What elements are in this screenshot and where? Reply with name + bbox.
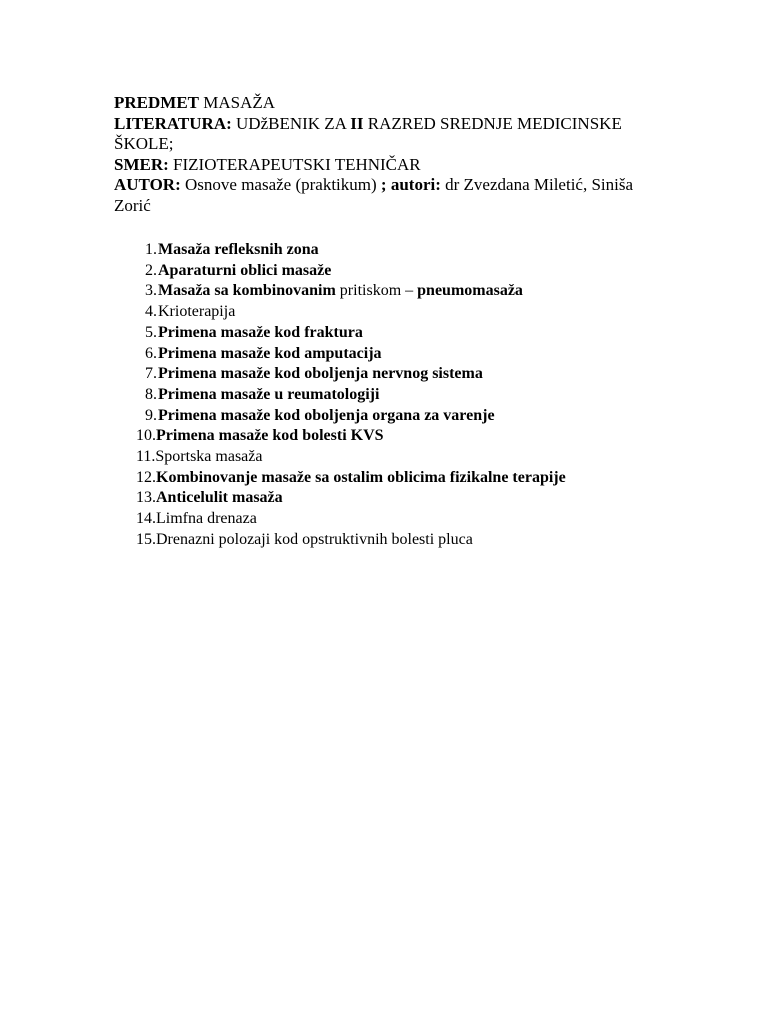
list-item-text [156, 488, 283, 509]
list-item-text [158, 323, 363, 344]
list-item [114, 509, 714, 530]
list-item [114, 364, 714, 385]
list-item-text [158, 281, 523, 302]
direction-label: SMER: [114, 154, 169, 174]
list-item [114, 240, 714, 261]
list-item-text-main: Aparaturni oblici masaže [158, 261, 332, 279]
literature-value-part1: UDžBENIK ZA [231, 113, 351, 133]
author-value: Osnove masaže (praktikum) [180, 175, 381, 194]
subject-label: PREDMET [114, 93, 199, 112]
list-item [114, 323, 714, 344]
list-item-text-main: Primena masaže kod oboljenja nervnog sistema [158, 365, 483, 383]
list-item-text [158, 302, 235, 323]
list-item-text [156, 509, 257, 530]
list-item-number: 12. [136, 468, 156, 486]
list-item-text-main: Limfna drenaza [156, 510, 257, 528]
list-item-number: 9. [145, 406, 157, 424]
list-item-text [156, 426, 384, 447]
list-item [114, 530, 714, 551]
list-item-text [156, 468, 566, 489]
list-item-number: 6. [145, 344, 157, 362]
subject-value: MASAŽA [199, 93, 276, 112]
direction-value: FIZIOTERAPEUTSKI TEHNIČAR [168, 154, 421, 174]
list-item [114, 406, 714, 427]
list-item-text-main: Primena masaže kod bolesti KVS [156, 427, 384, 445]
list-item [114, 281, 714, 302]
list-item-number: 3. [145, 282, 157, 300]
list-item-text-tail: pneumomasaža [417, 282, 523, 300]
list-item [114, 426, 714, 447]
authors-label: ; autori: [380, 175, 441, 194]
list-item-text-main: Primena masaže kod fraktura [158, 323, 363, 341]
list-item-text [158, 261, 331, 282]
list-item-number: 8. [145, 385, 157, 403]
list-item-number: 4. [145, 303, 157, 321]
list-item [114, 302, 714, 323]
list-item-text-main: Kombinovanje masaže sa ostalim oblicima fizikalne terapije [156, 468, 566, 486]
list-item-text-mid: pritiskom – [335, 282, 418, 300]
list-item-text-main: Primena masaže kod oboljenja organa za varenje [158, 406, 495, 424]
author-label: AUTOR: [114, 175, 181, 194]
subject-line [114, 93, 674, 114]
list-item [114, 385, 714, 406]
list-item-text [158, 385, 379, 406]
list-item [114, 447, 714, 468]
list-item-number: 2. [145, 261, 157, 279]
document-header [114, 93, 674, 216]
list-item-text-main: Drenazni polozaji kod opstruktivnih bolesti pluca [156, 530, 473, 548]
list-item [114, 261, 714, 282]
list-item-number: 1. [145, 241, 157, 258]
list-item [114, 344, 714, 365]
authors-value: dr Zvezdana Miletić, Siniša Zorić [114, 175, 634, 215]
direction-line [114, 155, 674, 176]
list-item-number: 15. [136, 530, 156, 548]
list-item-number: 10. [136, 427, 156, 445]
list-item [114, 488, 714, 509]
list-item [114, 468, 714, 489]
literature-value-part2: RAZRED SREDNJE MEDICINSKE ŠKOLE; [114, 113, 622, 153]
list-item-number: 5. [145, 323, 157, 341]
list-item-text [158, 364, 483, 385]
list-item-text-main: Krioterapija [158, 303, 236, 321]
list-item-number: 13. [136, 489, 156, 507]
list-item-text-main: Masaža refleksnih zona [158, 241, 319, 258]
list-item-text [156, 530, 473, 551]
author-line [114, 175, 674, 216]
literature-line [114, 114, 674, 155]
list-item-text [155, 447, 262, 468]
list-item-text [158, 406, 495, 427]
list-item-text-main: Sportska masaža [155, 448, 263, 466]
list-item-number: 14. [136, 510, 156, 528]
list-item-text-main: Primena masaže kod amputacija [158, 344, 382, 362]
list-item-number: 7. [145, 365, 157, 383]
topic-list [114, 240, 714, 551]
literature-label: LITERATURA: [114, 113, 232, 133]
literature-value-grade: II [350, 113, 364, 133]
list-item-text [158, 240, 319, 261]
list-item-text [158, 344, 382, 365]
list-item-text-main: Masaža sa kombinovanim [158, 282, 336, 300]
list-item-text-main: Anticelulit masaža [156, 489, 283, 507]
list-item-number: 11. [136, 448, 156, 466]
list-item-text-main: Primena masaže u reumatologiji [158, 385, 380, 403]
